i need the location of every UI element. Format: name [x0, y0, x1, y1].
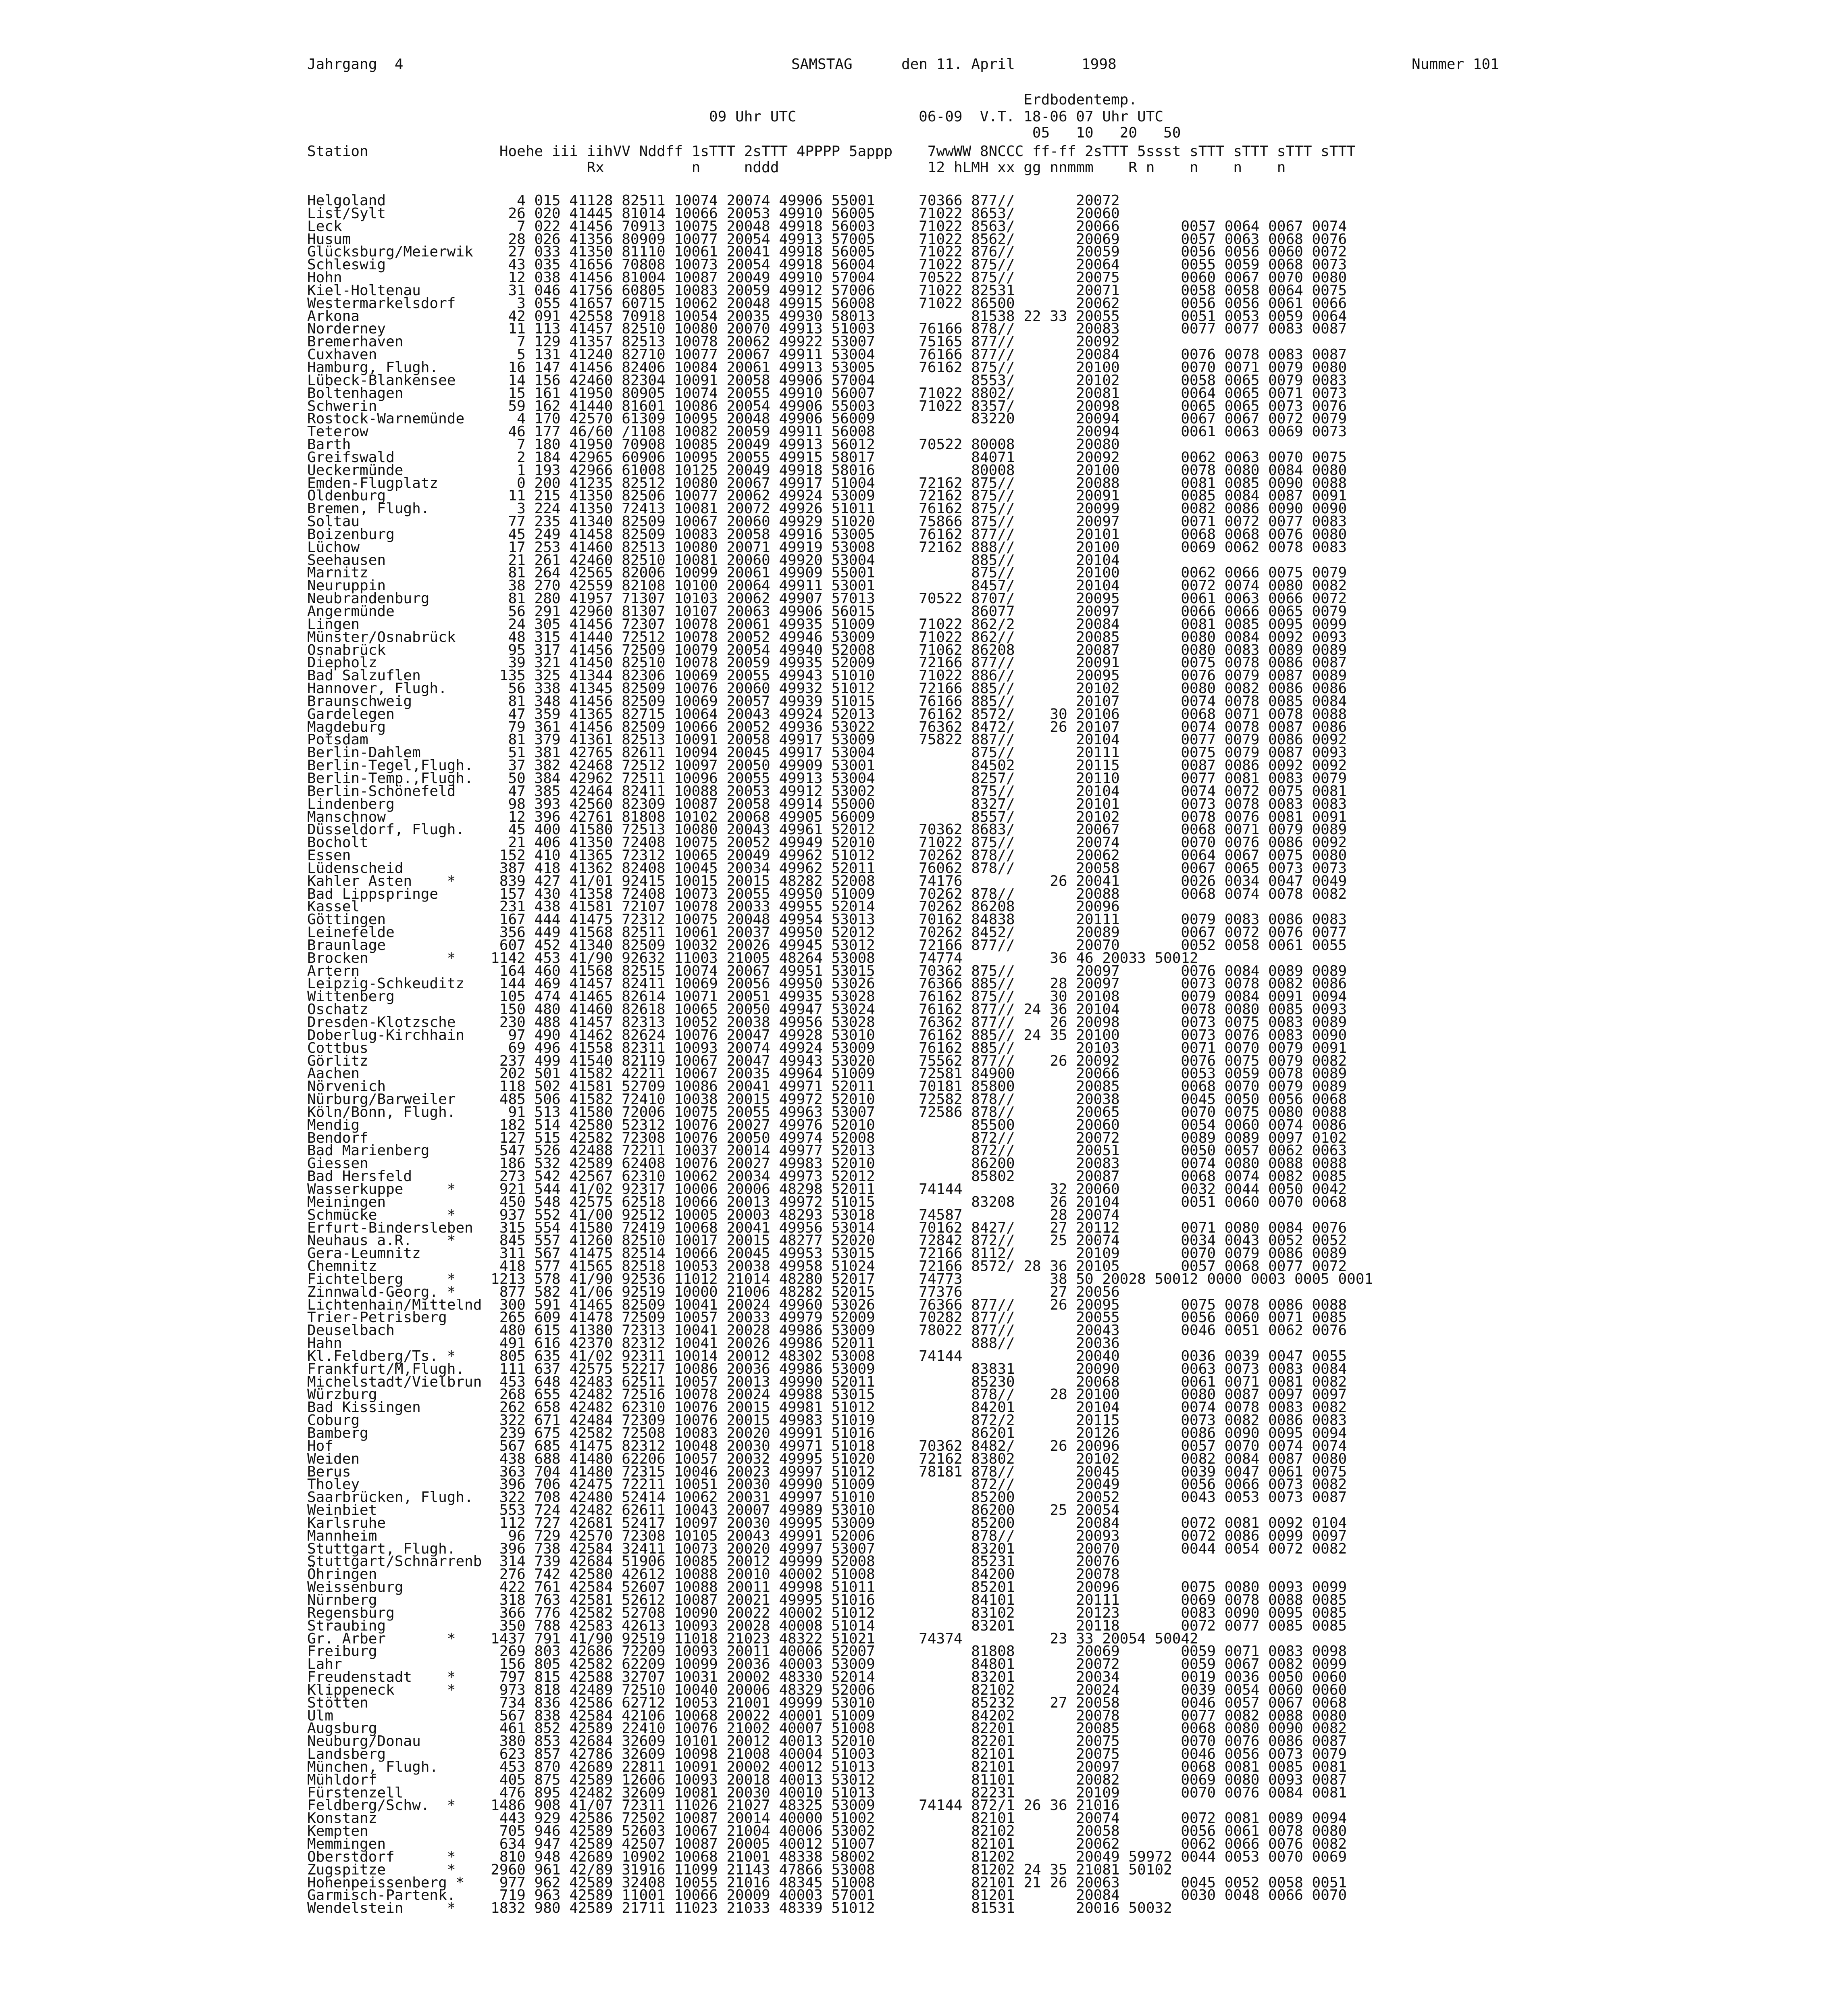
- table-row: Braunlage 607 452 41340 82509 10032 20026 49945 53012 72166 877// 20070 0052 0058 0061 0055: [307, 937, 1347, 954]
- table-row: Nürburg/Barweiler 485 506 41582 72410 10038 20015 49972 52010 72582 878// 20038 0045 0050 0056 0068: [307, 1091, 1347, 1108]
- table-row: Garmisch-Partenk. 719 963 42589 11001 10066 20009 40003 57001 81201 20084 0030 0048 0066 0070: [307, 1887, 1347, 1904]
- table-row: Düsseldorf, Flugh. 45 400 41580 72513 10080 20043 49961 52012 70362 8683/ 20067 0068 0071 0079 0089: [307, 821, 1347, 838]
- table-row: Ulm 567 838 42584 42106 10068 20022 40001 51009 84202 20078 0077 0082 0088 0080: [307, 1707, 1347, 1724]
- table-row: Hahn 491 616 42370 82312 10041 20026 49986 52011 888// 20036: [307, 1335, 1120, 1352]
- table-row: Berlin-Tegel,Flugh. 37 382 42468 72512 10097 20050 49909 53001 84502 20115 0087 0086 0092 0092: [307, 757, 1347, 774]
- table-row: Emden-Flugplatz 0 200 41235 82512 10080 20067 49917 51004 72162 875// 20088 0081 0085 0090 0088: [307, 475, 1347, 492]
- table-row: Teterow 46 177 46/60 /1108 10082 20059 49911 56008 20094 0061 0063 0069 0073: [307, 423, 1347, 440]
- station-table: [307, 194, 1373, 1915]
- table-row: Bremerhaven 7 129 41357 82513 10078 20062 49922 53007 75165 877// 20092: [307, 333, 1120, 350]
- table-row: Manschnow 12 396 42761 81808 10102 20068 49905 56009 8557/ 20102 0078 0076 0081 0091: [307, 808, 1347, 825]
- table-row: Coburg 322 671 42484 72309 10076 20015 49983 51019 872/2 20115 0073 0082 0086 0083: [307, 1412, 1347, 1429]
- table-row: Lingen 24 305 41456 72307 10078 20061 49935 51009 71022 862/2 20084 0081 0085 0095 0099: [307, 616, 1347, 633]
- table-row: Seehausen 21 261 42460 82510 10081 20060 49920 53004 885// 20104: [307, 552, 1120, 569]
- table-row: Artern 164 460 41568 82515 10074 20067 49951 53015 70362 875// 20097 0076 0084 0089 0089: [307, 962, 1347, 979]
- table-row: Angermünde 56 291 42960 81307 10107 20063 49906 56015 86077 20097 0066 0066 0065 0079: [307, 603, 1347, 620]
- table-row: Fürstenzell 476 895 42482 32609 10081 20030 40010 51013 82231 20109 0070 0076 0084 0081: [307, 1784, 1347, 1801]
- table-row: Giessen 186 532 42589 62408 10076 20027 49983 52010 86200 20083 0074 0080 0088 0088: [307, 1155, 1347, 1172]
- table-row: Deuselbach 480 615 41380 72313 10041 20028 49986 53009 78022 877// 20043 0046 0051 0062 0076: [307, 1322, 1347, 1339]
- table-row: Leinefelde 356 449 41568 82511 10061 20037 49950 52012 70262 8452/ 20089 0067 0072 0076 0077: [307, 924, 1347, 941]
- column-header-line-2: 09 Uhr UTC 06-09 V.T. 18-06 07 Uhr UTC: [307, 108, 1164, 125]
- table-row: Potsdam 81 379 41361 82513 10091 20058 49917 53009 75822 887// 20104 0077 0079 0086 0092: [307, 731, 1347, 748]
- table-row: Marnitz 81 264 42565 82006 10099 20061 49909 55001 875// 20100 0062 0066 0075 0079: [307, 564, 1347, 581]
- table-row: Würzburg 268 655 42482 72516 10078 20024 49988 53015 878// 28 20100 0080 0087 0097 0097: [307, 1386, 1347, 1403]
- table-row: Barth 7 180 41950 70908 10085 20049 49913 56012 70522 80008 20080: [307, 436, 1120, 453]
- table-row: Trier-Petrisberg 265 609 41478 72509 10057 20033 49979 52009 70282 877// 20055 0056 0060 0071 0085: [307, 1309, 1347, 1326]
- table-row: Gardelegen 47 359 41365 82715 10064 20043 49924 52013 76162 8572/ 30 20106 0068 0071 0078 0088: [307, 706, 1347, 723]
- table-row: Stötten 734 836 42586 62712 10053 21001 49999 53010 85232 27 20058 0046 0057 0067 0068: [307, 1694, 1347, 1711]
- table-row: Leck 7 022 41456 70913 10075 20048 49918 56003 71022 8563/ 20066 0057 0064 0067 0074: [307, 218, 1347, 235]
- table-row: Bad Kissingen 262 658 42482 62310 10076 20015 49981 51012 84201 20104 0074 0078 0083 0082: [307, 1399, 1347, 1416]
- table-row: Ueckermünde 1 193 42966 61008 10125 20049 49918 58016 80008 20100 0078 0080 0084 0080: [307, 462, 1347, 479]
- table-row: Öhringen 276 742 42580 42612 10088 20010 40002 51008 84200 20078: [307, 1566, 1120, 1583]
- table-row: Bad Marienberg 547 526 42488 72211 10037 20014 49977 52013 872// 20051 0050 0057 0062 0063: [307, 1142, 1347, 1159]
- table-row: Kl.Feldberg/Ts. * 805 635 41/02 92311 10014 20012 48302 53008 74144 20040 0036 0039 0047 0055: [307, 1347, 1347, 1364]
- table-row: Gera-Leumnitz 311 567 41475 82514 10066 20045 49953 53015 72166 8112/ 20109 0070 0079 0086 0089: [307, 1245, 1347, 1262]
- table-row: Boizenburg 45 249 41458 82509 10083 20058 49916 53005 76162 877// 20101 0068 0068 0076 0080: [307, 526, 1347, 543]
- table-row: Lüdenscheid 387 418 41362 82408 10045 20034 49962 52011 76062 878// 20058 0067 0065 0073 0073: [307, 860, 1347, 877]
- table-row: Norderney 11 113 41457 82510 10080 20070 49913 51003 76166 878// 20083 0077 0077 0083 0087: [307, 321, 1347, 337]
- table-row: Brocken * 1142 453 41/90 92632 11003 21005 48264 53008 74774 36 46 20033 50012: [307, 950, 1198, 966]
- table-row: Oldenburg 11 215 41350 82506 10077 20062 49924 53009 72162 875// 20091 0085 0084 0087 0091: [307, 487, 1347, 504]
- table-row: Meiningen 450 548 42575 62518 10066 20013 49972 51015 83208 26 20104 0051 0060 0070 0068: [307, 1193, 1347, 1210]
- table-row: Konstanz 443 929 42586 72502 10087 20014 40000 51002 82101 20074 0072 0081 0089 0094: [307, 1810, 1347, 1827]
- table-row: Weissenburg 422 761 42584 52607 10088 20011 49998 51011 85201 20096 0075 0080 0093 0099: [307, 1579, 1347, 1596]
- year-label: 1998: [1082, 56, 1117, 73]
- table-row: Karlsruhe 112 727 42681 52417 10097 20030 49995 53009 85200 20084 0072 0081 0092 0104: [307, 1514, 1347, 1531]
- table-row: Tholey 396 706 42475 72211 10051 20030 49990 51009 872// 20049 0056 0066 0073 0082: [307, 1476, 1347, 1493]
- table-row: Mannheim 96 729 42570 72308 10105 20043 49991 52006 878// 20093 0072 0086 0099 0097: [307, 1527, 1347, 1544]
- table-row: Greifswald 2 184 42965 60906 10095 20055 49915 58017 84071 20092 0062 0063 0070 0075: [307, 449, 1347, 466]
- table-row: Doberlug-Kirchhain 97 490 41462 82624 10076 20047 49928 53010 76162 885// 24 35 20100 0073 0076 0083 0090: [307, 1027, 1347, 1043]
- table-row: Dresden-Klotzsche 230 488 41457 82313 10052 20038 49956 53028 76362 877// 26 20098 0073 0075 0083 0089: [307, 1014, 1347, 1031]
- table-row: Stuttgart/Schnarrenb 314 739 42684 51906 10085 20012 49999 52008 85231 20076: [307, 1553, 1120, 1570]
- table-row: Neuhaus a.R. * 845 557 41260 82510 10017 20015 48277 52020 72842 872// 25 20074 0034 0043 0052 0052: [307, 1232, 1347, 1249]
- volume-label: Jahrgang 4: [307, 56, 404, 73]
- table-row: Diepholz 39 321 41450 82510 10078 20059 49935 52009 72166 877// 20091 0075 0078 0086 0087: [307, 654, 1347, 671]
- table-row: Braunschweig 81 348 41456 82509 10069 20057 49939 51015 76166 885// 20107 0074 0078 0085 0084: [307, 693, 1347, 710]
- table-row: Leipzig-Schkeuditz 144 469 41457 82411 10069 20056 49950 53026 76366 885// 28 20097 0073 0078 0082 0086: [307, 975, 1347, 992]
- table-row: Bendorf 127 515 42582 72308 10076 20050 49974 52008 872// 20072 0089 0089 0097 0102: [307, 1129, 1347, 1146]
- table-row: Oberstdorf * 810 948 42689 10902 10068 21001 48338 58002 81202 20049 59972 0044 0053 0070 0069: [307, 1848, 1347, 1865]
- table-row: Kassel 231 438 41581 72107 10078 20033 49955 52014 70262 86208 20096: [307, 898, 1120, 915]
- table-row: Hamburg, Flugh. 16 147 41456 82406 10084 20061 49913 53005 76162 875// 20100 0070 0071 0079 0080: [307, 359, 1347, 376]
- table-row: Kempten 705 946 42589 52603 10067 21004 40006 53002 82102 20058 0056 0061 0078 0080: [307, 1823, 1347, 1840]
- table-row: Neuburg/Donau 380 853 42684 32609 10101 20012 40013 52010 82201 20075 0070 0076 0086 0087: [307, 1733, 1347, 1750]
- column-header-line-1: Erdbodentemp.: [307, 92, 1138, 108]
- table-row: Lüchow 17 253 41460 82513 10080 20071 49919 53008 72162 888// 20100 0069 0062 0078 0083: [307, 539, 1347, 556]
- table-row: Bad Salzuflen 135 325 41344 82306 10069 20055 49943 51010 71022 886// 20095 0076 0079 0087 0089: [307, 667, 1347, 684]
- table-row: Rostock-Warnemünde 4 170 42570 61309 10095 20048 49906 56009 83220 20094 0067 0067 0072 0079: [307, 410, 1347, 427]
- table-row: Hof 567 685 41475 82312 10048 20030 49971 51018 70362 8482/ 26 20096 0057 0070 0074 0074: [307, 1437, 1347, 1454]
- table-row: Landsberg 623 857 42786 32609 10098 21008 40004 51003 82101 20075 0046 0056 0073 0079: [307, 1746, 1347, 1763]
- table-row: Zinnwald-Georg. * 877 582 41/06 92519 10000 21006 48282 52015 77376 27 20056: [307, 1283, 1120, 1300]
- table-row: Bad Hersfeld 273 542 42567 62310 10062 20034 49973 52012 85802 20087 0068 0074 0082 0085: [307, 1168, 1347, 1185]
- date-label: den 11. April: [901, 56, 1015, 73]
- table-row: Bremen, Flugh. 3 224 41350 72413 10081 20072 49926 51011 76162 875// 20099 0082 0086 0090 0090: [307, 500, 1347, 517]
- table-row: Soltau 77 235 41340 82509 10067 20060 49929 51020 75866 875// 20097 0071 0072 0077 0083: [307, 513, 1347, 530]
- table-row: München, Flugh. 453 870 42689 22811 10091 20002 40012 51013 82101 20097 0068 0081 0085 0081: [307, 1758, 1347, 1775]
- table-row: Feldberg/Schw. * 1486 908 41/07 72311 11026 21027 48325 53009 74144 872/1 26 36 21016: [307, 1797, 1120, 1814]
- table-row: Osnabrück 95 317 41456 72509 10079 20054 49940 52008 71062 86208 20087 0080 0083 0089 0089: [307, 641, 1347, 658]
- table-row: Wasserkuppe * 921 544 41/02 92317 10006 20006 48298 52011 74144 32 20060 0032 0044 0050 0042: [307, 1181, 1347, 1198]
- table-row: Fichtelberg * 1213 578 41/90 92536 11012 21014 48280 52017 74773 38 50 20028 50012 0000 0003 0005 0001: [307, 1270, 1373, 1287]
- table-row: Frankfurt/M,Flugh. 111 637 42575 52217 10086 20036 49986 53009 83831 20090 0063 0073 0083 0084: [307, 1360, 1347, 1377]
- table-row: Aachen 202 501 41582 42211 10067 20035 49964 51009 72581 84900 20066 0053 0059 0078 0089: [307, 1065, 1347, 1082]
- table-row: Münster/Osnabrück 48 315 41440 72512 10078 20052 49946 53009 71022 862// 20085 0080 0084 0092 0093: [307, 629, 1347, 646]
- table-row: Magdeburg 79 361 41456 82509 10066 20052 49936 53022 76362 8472/ 26 20107 0074 0078 0087 0086: [307, 719, 1347, 735]
- table-row: Berus 363 704 41480 72315 10046 20023 49997 51012 78181 878// 20045 0039 0047 0061 0075: [307, 1463, 1347, 1480]
- table-row: Hannover, Flugh. 56 338 41345 82509 10076 20060 49932 51012 72166 885// 20102 0080 0082 0086 0086: [307, 680, 1347, 697]
- table-row: Nörvenich 118 502 41581 52709 10086 20041 49971 52011 70181 85800 20085 0068 0070 0079 0089: [307, 1078, 1347, 1095]
- table-row: Hohn 12 038 41456 81004 10087 20049 49910 57004 70522 875// 20075 0060 0067 0070 0080: [307, 269, 1347, 286]
- table-row: Neubrandenburg 81 280 41957 71307 10103 20062 49907 57013 70522 8707/ 20095 0061 0063 0066 0072: [307, 590, 1347, 607]
- column-header-line-4: Station Hoehe iii iihVV Nddff 1sTTT 2sTTT 4PPPP 5appp 7wwWW 8NCCC ff-ff 2sTTT 5ssst sTTT sTTT sTTT sTTT: [307, 143, 1356, 160]
- table-row: Köln/Bonn, Flugh. 91 513 41580 72006 10075 20055 49963 53007 72586 878// 20065 0070 0075 0080 0088: [307, 1104, 1347, 1120]
- table-row: Cottbus 69 496 41558 82311 10093 20074 49924 53009 76162 885// 20103 0071 0070 0079 0091: [307, 1039, 1347, 1056]
- table-row: Bocholt 21 406 41350 72408 10075 20052 49949 52010 71022 875// 20074 0070 0076 0086 0092: [307, 834, 1347, 851]
- table-row: Helgoland 4 015 41128 82511 10074 20074 49906 55001 70366 877// 20072: [307, 192, 1120, 209]
- table-row: Wendelstein * 1832 980 42589 21711 11023 21033 48339 51012 81531 20016 50032: [307, 1900, 1172, 1917]
- table-row: Klippeneck * 973 818 42489 72510 10040 20006 48329 52006 82102 20024 0039 0054 0060 0060: [307, 1681, 1347, 1698]
- table-row: Zugspitze * 2960 961 42/89 31916 11099 21143 47866 53008 81202 24 35 21081 50102: [307, 1861, 1172, 1878]
- column-header-line-3: 05 10 20 50: [307, 125, 1181, 141]
- table-row: Saarbrücken, Flugh. 322 708 42480 52414 10062 20031 49997 51010 85200 20052 0043 0053 0073 0087: [307, 1489, 1347, 1506]
- table-row: Nürnberg 318 763 42581 52612 10087 20021 49995 51016 84101 20111 0069 0078 0088 0085: [307, 1591, 1347, 1608]
- table-row: Schleswig 43 035 41656 70808 10073 20054 49918 56004 71022 875// 20064 0055 0059 0068 0073: [307, 256, 1347, 273]
- table-row: Oschatz 150 480 41460 82618 10065 20050 49947 53024 76162 877// 24 36 20104 0078 0080 0085 0093: [307, 1001, 1347, 1018]
- weekday-label: SAMSTAG: [791, 56, 853, 73]
- table-row: Stuttgart, Flugh. 396 738 42584 32411 10073 20020 49997 53007 83201 20070 0044 0054 0072 0082: [307, 1540, 1347, 1557]
- table-row: Kiel-Holtenau 31 046 41756 60805 10083 20059 49912 57006 71022 82531 20071 0058 0058 0064 0075: [307, 282, 1347, 299]
- table-row: Göttingen 167 444 41475 72312 10075 20048 49954 53013 70162 84838 20111 0079 0083 0086 0083: [307, 911, 1347, 928]
- table-row: Mendig 182 514 42580 52312 10076 20027 49976 52010 85500 20060 0054 0060 0074 0086: [307, 1116, 1347, 1133]
- table-row: Lahr 156 805 42582 62209 10099 20036 40003 53009 84801 20072 0059 0067 0082 0099: [307, 1656, 1347, 1673]
- table-row: Mühldorf 405 875 42589 12606 10093 20018 40013 53012 81101 20082 0069 0080 0093 0087: [307, 1771, 1347, 1788]
- table-row: Görlitz 237 499 41540 82119 10067 20047 49943 53020 75562 877// 26 20092 0076 0075 0079 0082: [307, 1052, 1347, 1069]
- table-row: Essen 152 410 41365 72312 10065 20049 49962 51012 70262 878// 20062 0064 0067 0075 0080: [307, 847, 1347, 864]
- table-row: Lübeck-Blankensee 14 156 42460 82304 10091 20058 49906 57004 8553/ 20102 0058 0065 0079 0083: [307, 372, 1347, 389]
- table-row: Chemnitz 418 577 41565 82518 10053 20038 49958 51024 72166 8572/ 28 36 20105 0057 0068 0077 0072: [307, 1258, 1347, 1275]
- table-row: Arkona 42 091 42558 70918 10054 20035 49930 58013 81538 22 33 20055 0051 0053 0059 0064: [307, 308, 1347, 325]
- column-header-line-5: Rx n nddd 12 hLMH xx gg nnmmm R n n n n: [307, 159, 1286, 176]
- table-row: Bamberg 239 675 42582 72508 10083 20020 49991 51016 86201 20126 0086 0090 0095 0094: [307, 1425, 1347, 1441]
- table-row: Berlin-Temp.,Flugh. 50 384 42962 72511 10096 20055 49913 53004 8257/ 20110 0077 0081 0083 0079: [307, 770, 1347, 787]
- table-row: Hohenpeissenberg * 977 962 42589 32408 10055 21016 48345 51008 82101 21 26 20063 0045 0052 0058 0051: [307, 1874, 1347, 1891]
- table-row: Berlin-Schönefeld 47 385 42464 82411 10088 20053 49912 53002 875// 20104 0074 0072 0075 0081: [307, 783, 1347, 800]
- table-row: Freudenstadt * 797 815 42588 32707 10031 20002 48330 52014 83201 20034 0019 0036 0050 0060: [307, 1669, 1347, 1686]
- table-row: Weinbiet 553 724 42482 62611 10043 20007 49989 53010 86200 25 20054: [307, 1502, 1120, 1519]
- table-row: Weiden 438 688 41480 62206 10057 20032 49995 51020 72162 83802 20102 0082 0084 0087 0080: [307, 1450, 1347, 1467]
- table-row: Husum 28 026 41356 80909 10077 20054 49913 57005 71022 8562/ 20069 0057 0063 0068 0076: [307, 231, 1347, 248]
- table-row: Kahler Asten * 839 427 41/01 92415 10015 20015 48282 52008 74176 26 20041 0026 0034 0047 0049: [307, 873, 1347, 889]
- table-row: Cuxhaven 5 131 41240 82710 10077 20067 49911 53004 76166 877// 20084 0076 0078 0083 0087: [307, 346, 1347, 363]
- table-row: Straubing 350 788 42583 42613 10093 20028 40008 51014 83201 20118 0072 0077 0085 0085: [307, 1617, 1347, 1634]
- table-row: Michelstadt/Vielbrun 453 648 42483 62511 10057 20013 49990 52011 85230 20068 0061 0071 0081 0082: [307, 1373, 1347, 1390]
- table-row: Memmingen 634 947 42589 42507 10087 20005 40012 51007 82101 20062 0062 0066 0076 0082: [307, 1836, 1347, 1852]
- table-row: Neuruppin 38 270 42559 82108 10100 20064 49911 53001 8457/ 20104 0072 0074 0080 0082: [307, 577, 1347, 594]
- table-row: Wittenberg 105 474 41465 82614 10071 20051 49935 53028 76162 875// 30 20108 0079 0084 0091 0094: [307, 988, 1347, 1005]
- table-row: Schmücke * 937 552 41/00 92512 10005 20003 48293 53018 74587 28 20074: [307, 1206, 1120, 1223]
- table-row: Lichtenhain/Mittelnd 300 591 41465 82509 10041 20024 49960 53026 76366 877// 26 20095 0075 0078 0086 0088: [307, 1296, 1347, 1313]
- table-row: Boltenhagen 15 161 41950 80905 10074 20055 49910 56007 71022 8802/ 20081 0064 0065 0071 0073: [307, 385, 1347, 402]
- table-row: Augsburg 461 852 42589 22410 10076 21002 40007 51008 82201 20085 0068 0080 0090 0082: [307, 1720, 1347, 1737]
- table-row: Gr. Arber * 1437 791 41/90 92519 11018 21023 48322 51021 74374 23 33 20054 50042: [307, 1630, 1198, 1647]
- issue-label: Nummer 101: [1412, 56, 1499, 73]
- table-row: Regensburg 366 776 42582 52708 10090 20022 40002 51012 83102 20123 0083 0090 0095 0085: [307, 1604, 1347, 1621]
- table-row: Freiburg 269 803 42686 72209 10093 20011 40006 52007 81808 20069 0059 0071 0083 0098: [307, 1643, 1347, 1660]
- table-row: List/Sylt 26 020 41445 81014 10066 20053 49910 56005 71022 8653/ 20060: [307, 205, 1120, 222]
- table-row: Berlin-Dahlem 51 381 42765 82611 10094 20045 49917 53004 875// 20111 0075 0079 0087 0093: [307, 744, 1347, 761]
- table-row: Bad Lippspringe 157 430 41358 72408 10073 20055 49950 51009 70262 878// 20088 0068 0074 0078 0082: [307, 885, 1347, 902]
- table-row: Glücksburg/Meierwik 27 033 41350 81110 10061 20041 49918 56005 71022 876// 20059 0056 0056 0060 0072: [307, 244, 1347, 260]
- table-row: Schwerin 59 162 41440 81601 10086 20054 49906 55003 71022 8357/ 20098 0065 0065 0073 0076: [307, 398, 1347, 414]
- table-row: Erfurt-Bindersleben 315 554 41580 72419 10068 20041 49956 53014 70162 8427/ 27 20112 0071 0080 0084 0076: [307, 1219, 1347, 1236]
- table-row: Lindenberg 98 393 42560 82309 10087 20058 49914 55000 8327/ 20101 0073 0078 0083 0083: [307, 796, 1347, 812]
- table-row: Westermarkelsdorf 3 055 41657 60715 10062 20048 49915 56008 71022 86500 20062 0056 0056 0061 0066: [307, 295, 1347, 312]
